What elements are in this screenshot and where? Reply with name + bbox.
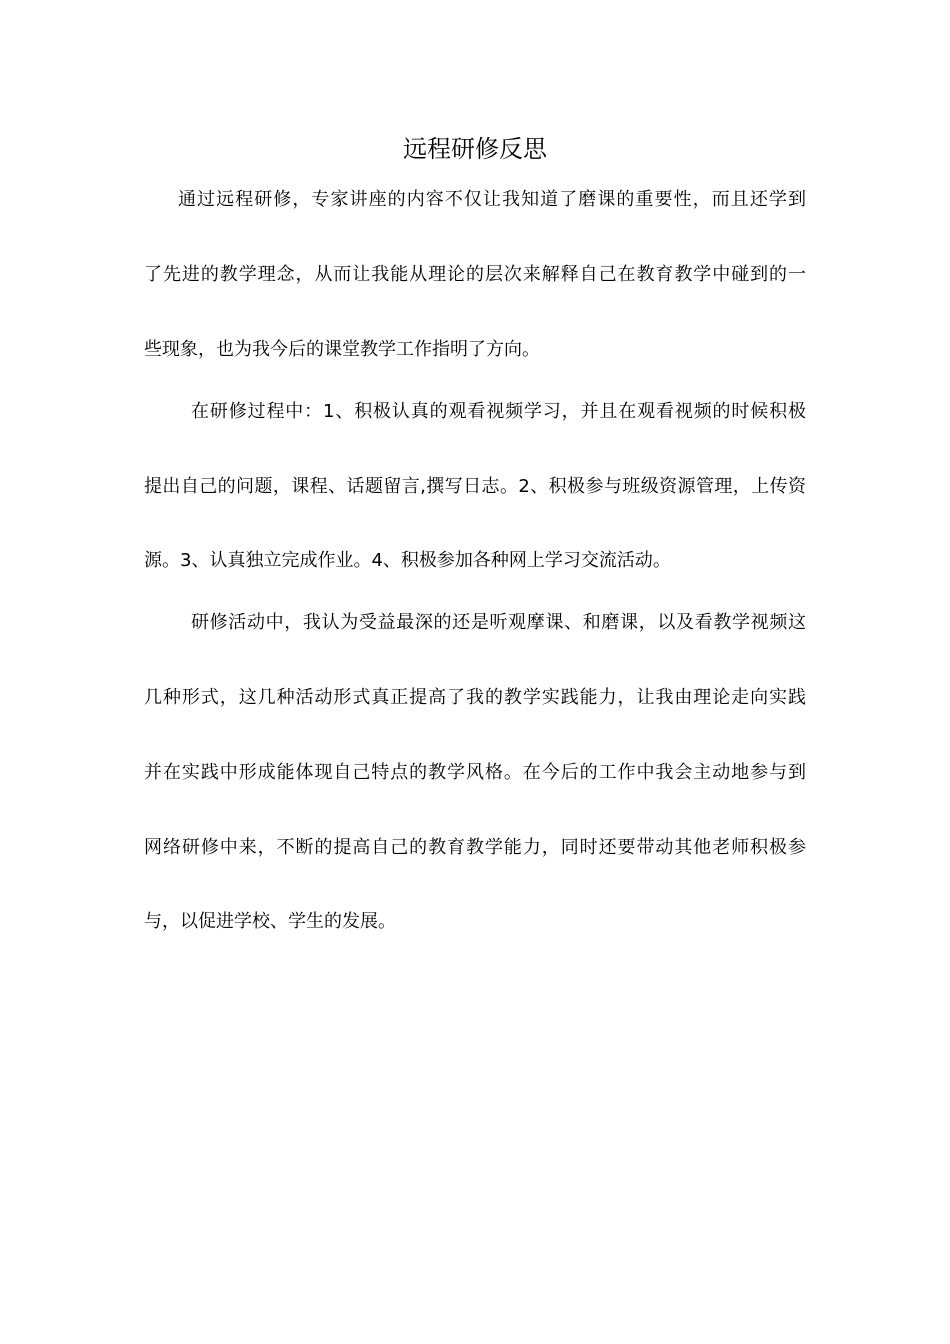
paragraph-line: 在研修过程中：1、积极认真的观看视频学习，并且在观看视频的时候积极 (191, 401, 806, 422)
paragraph-line: 提出自己的问题，课程、话题留言,撰写日志。2、积极参与班级资源管理，上传资 (144, 476, 806, 497)
paragraph-line: 通过远程研修，专家讲座的内容不仅让我知道了磨课的重要性，而且还学到 (178, 189, 806, 210)
document-title: 远程研修反思 (403, 135, 547, 163)
paragraph-line: 些现象，也为我今后的课堂教学工作指明了方向。 (144, 339, 540, 360)
paragraph-line: 并在实践中形成能体现自己特点的教学风格。在今后的工作中我会主动地参与到 (144, 762, 806, 783)
paragraph-line: 了先进的教学理念，从而让我能从理论的层次来解释自己在教育教学中碰到的一 (144, 264, 806, 285)
paragraph-line: 网络研修中来，不断的提高自己的教育教学能力，同时还要带动其他老师积极参 (144, 837, 806, 858)
paragraph-line: 源。3、认真独立完成作业。4、积极参加各种网上学习交流活动。 (144, 550, 671, 571)
paragraph-line: 与，以促进学校、学生的发展。 (144, 911, 396, 932)
paragraph-line: 几种形式，这几种活动形式真正提高了我的教学实践能力，让我由理论走向实践 (144, 687, 806, 708)
paragraph-line: 研修活动中，我认为受益最深的还是听观摩课、和磨课，以及看教学视频这 (191, 612, 806, 633)
